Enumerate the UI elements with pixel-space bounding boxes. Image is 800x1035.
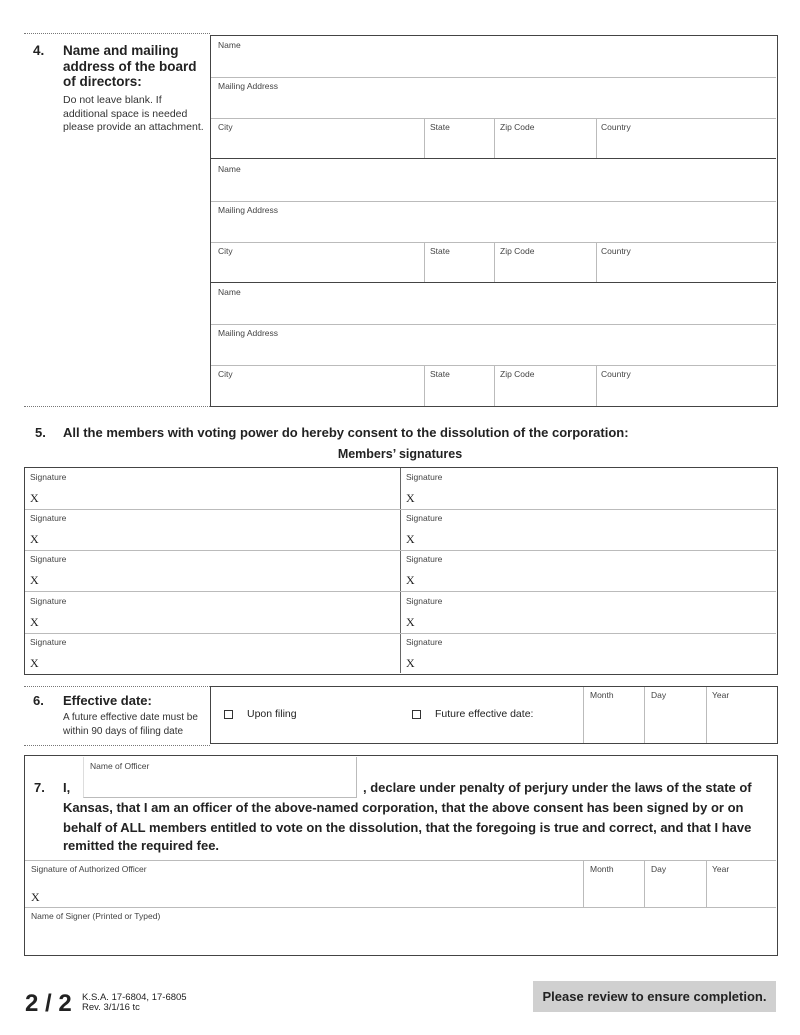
- section-4-title: Name and mailing address of the board of directors:: [63, 43, 197, 89]
- director-zip-field[interactable]: Zip Code: [500, 122, 535, 132]
- declaration-line: behalf of ALL members entitled to vote on the dissolution, that the foregoing is true and correct, and that I have: [63, 820, 752, 835]
- signature-mark: X: [30, 491, 39, 505]
- statute-ref: K.S.A. 17-6804, 17-6805: [82, 992, 187, 1003]
- divider: [24, 745, 210, 746]
- review-button[interactable]: Please review to ensure completion.: [533, 981, 776, 1012]
- section-6-note: A future effective date must be within 90 days of filing date: [63, 712, 198, 737]
- member-signature-field[interactable]: Signature: [406, 513, 443, 524]
- director-city-field[interactable]: City: [218, 245, 233, 256]
- month-field[interactable]: Month: [590, 690, 614, 700]
- director-state-field[interactable]: State: [430, 369, 450, 379]
- director-zip-field[interactable]: Zip Code: [500, 369, 535, 379]
- director-country-field[interactable]: Country: [601, 245, 631, 256]
- officer-name-field[interactable]: [83, 757, 357, 798]
- day-field[interactable]: Day: [651, 690, 667, 700]
- effective-date-box: [210, 686, 778, 744]
- directors-table: [210, 35, 778, 407]
- director-address-field[interactable]: Mailing Address: [218, 81, 279, 91]
- signature-mark: X: [30, 532, 39, 547]
- member-signature-field[interactable]: Signature: [406, 472, 443, 482]
- signature-mark: X: [31, 890, 40, 904]
- director-state-field[interactable]: State: [430, 122, 450, 132]
- director-address-field[interactable]: Mailing Address: [218, 328, 279, 338]
- revision: Rev. 3/1/16 tc: [82, 1002, 140, 1013]
- director-name-field[interactable]: Name: [218, 40, 241, 50]
- member-signature-field[interactable]: Signature: [30, 513, 67, 524]
- future-date-checkbox[interactable]: [412, 710, 421, 719]
- director-state-field[interactable]: State: [430, 245, 450, 256]
- officer-signature-field[interactable]: Signature of Authorized Officer: [31, 864, 147, 874]
- section-5-title: All the members with voting power do hereby consent to the dissolution of the corporation:: [63, 425, 629, 440]
- member-signature-field[interactable]: Signature: [30, 554, 67, 565]
- member-signature-field[interactable]: Signature: [406, 636, 443, 647]
- director-country-field[interactable]: Country: [601, 369, 631, 379]
- sign-month-field[interactable]: Month: [590, 864, 614, 874]
- divider: [24, 33, 210, 34]
- divider: [24, 406, 210, 407]
- declaration-line: Kansas, that I am an officer of the above-named corporation, that the above consent has been signed by or on: [63, 800, 744, 815]
- page-number: 2 / 2: [25, 990, 72, 1017]
- signature-mark: X: [406, 614, 415, 629]
- signature-mark: X: [30, 655, 39, 670]
- section-7-i: I,: [63, 780, 71, 795]
- section-5-number: 5.: [35, 425, 46, 440]
- declaration-line: , declare under penalty of perjury under the laws of the state of: [363, 780, 752, 795]
- director-zip-field[interactable]: Zip Code: [500, 245, 535, 256]
- director-address-field[interactable]: Mailing Address: [218, 204, 279, 215]
- director-city-field[interactable]: City: [218, 369, 233, 379]
- signature-mark: X: [406, 532, 415, 547]
- signature-mark: X: [406, 573, 415, 588]
- officer-name-label: Name of Officer: [90, 761, 150, 771]
- director-country-field[interactable]: Country: [601, 122, 631, 132]
- year-field[interactable]: Year: [712, 690, 730, 700]
- divider: [24, 686, 210, 687]
- director-name-field[interactable]: Name: [218, 163, 241, 174]
- section-6-number: 6.: [33, 693, 44, 708]
- members-signatures-table: [24, 467, 778, 675]
- section-6-title: Effective date:: [63, 693, 152, 708]
- member-signature-field[interactable]: Signature: [30, 472, 67, 482]
- member-signature-field[interactable]: Signature: [30, 595, 67, 606]
- declaration-line: remitted the required fee.: [63, 838, 220, 853]
- upon-filing-label: Upon filing: [247, 708, 297, 720]
- members-signatures-heading: Members’ signatures: [337, 447, 463, 461]
- director-city-field[interactable]: City: [218, 122, 233, 132]
- signature-mark: X: [30, 573, 39, 588]
- signer-name-field[interactable]: Name of Signer (Printed or Typed): [31, 911, 161, 921]
- upon-filing-checkbox[interactable]: [224, 710, 233, 719]
- section-4-number: 4.: [33, 43, 45, 58]
- sign-day-field[interactable]: Day: [651, 864, 667, 874]
- signature-mark: X: [406, 491, 415, 505]
- sign-year-field[interactable]: Year: [712, 864, 730, 874]
- signature-mark: X: [406, 655, 415, 670]
- member-signature-field[interactable]: Signature: [30, 636, 67, 647]
- member-signature-field[interactable]: Signature: [406, 554, 443, 565]
- member-signature-field[interactable]: Signature: [406, 595, 443, 606]
- director-name-field[interactable]: Name: [218, 287, 241, 297]
- officer-declaration-box: [24, 755, 778, 956]
- section-4-note: Do not leave blank. If additional space is needed please provide an attachment.: [63, 94, 204, 133]
- section-7-number: 7.: [34, 780, 45, 795]
- future-date-label: Future effective date:: [435, 708, 534, 720]
- signature-mark: X: [30, 614, 39, 629]
